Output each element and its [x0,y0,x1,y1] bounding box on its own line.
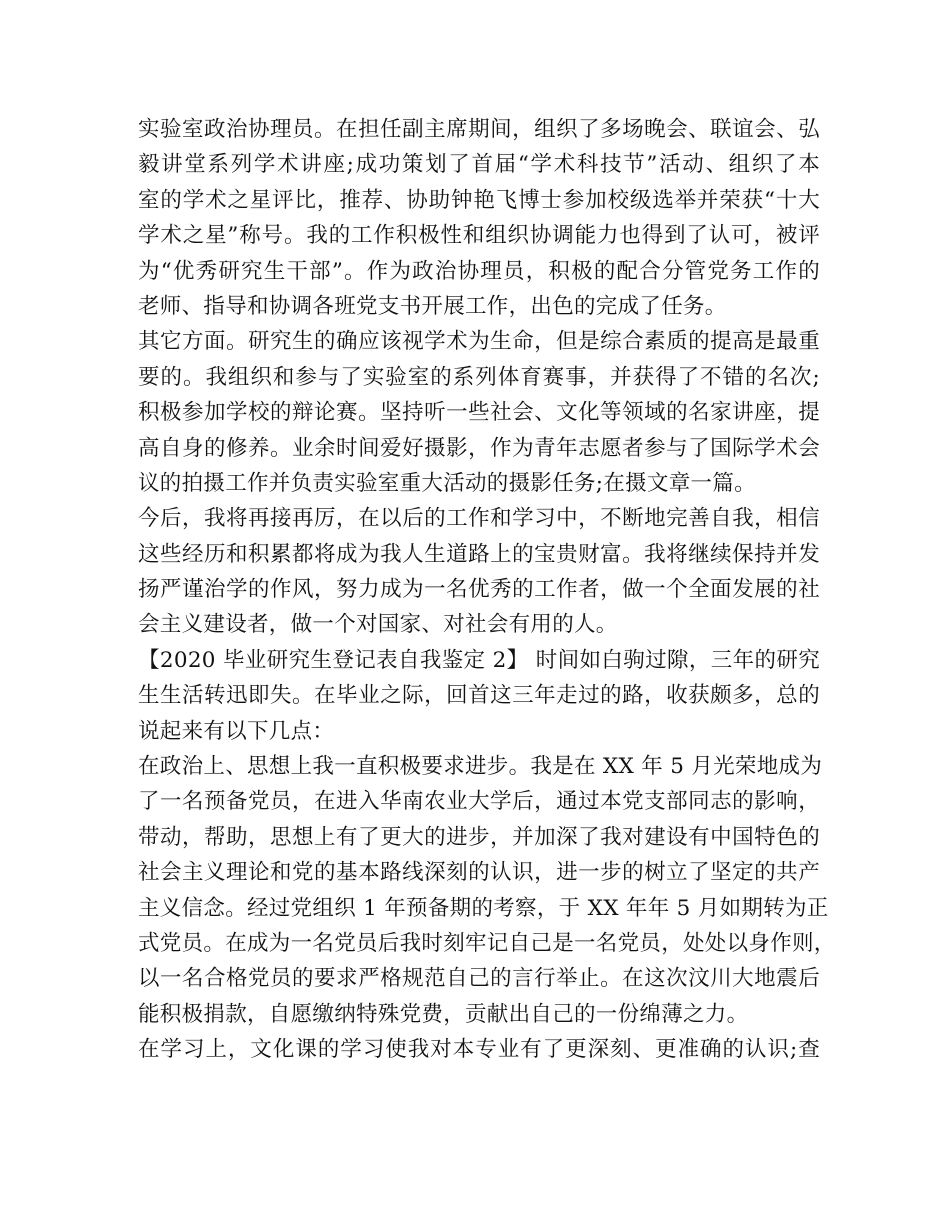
text-line: 会主义建设者，做一个对国家、对社会有用的人。 [138,612,618,638]
text-line: 其它方面。研究生的确应该视学术为生命，但是综合素质的提高是最重 [138,329,820,355]
text-line: 议的拍摄工作并负责实验室重大活动的摄影任务;在摄文章一篇。 [138,470,756,496]
text-line: 能积极捐款，自愿缴纳特殊党费，贡献出自己的一份绵薄之力。 [138,1001,749,1027]
text-line: 在政治上、思想上我一直积极要求进步。我是在 XX 年 5 月光荣地成为 [138,754,823,780]
text-line: 积极参加学校的辩论赛。坚持听一些社会、文化等领域的名家讲座，提 [138,400,820,426]
text-line: 毅讲堂系列学术讲座;成功策划了首届“学术科技节”活动、组织了本 [138,152,820,178]
text-line: 带动，帮助，思想上有了更大的进步，并加深了我对建设有中国特色的 [138,824,820,850]
document-body [138,112,836,1068]
text-line: 实验室政治协理员。在担任副主席期间，组织了多场晚会、联谊会、弘 [138,117,820,142]
text-line: 为“优秀研究生干部”。作为政治协理员，积极的配合分管党务工作的 [138,258,820,284]
text-line: 社会主义理论和党的基本路线深刻的认识，进一步的树立了坚定的共产 [138,860,820,886]
text-line: 说起来有以下几点： [138,718,335,744]
text-line: 高自身的修养。业余时间爱好摄影，作为青年志愿者参与了国际学术会 [138,435,820,461]
text-line: 扬严谨治学的作风，努力成为一名优秀的工作者，做一个全面发展的社 [138,577,820,603]
text-line: 今后，我将再接再厉，在以后的工作和学习中，不断地完善自我，相信 [138,506,820,532]
text-line: 以一名合格党员的要求严格规范自己的言行举止。在这次汶川大地震后 [138,966,820,992]
text-line: 式党员。在成为一名党员后我时刻牢记自己是一名党员，处处以身作则， [138,930,836,956]
text-line: 室的学术之星评比，推荐、协助钟艳飞博士参加校级选举并荣获“十大 [138,187,820,213]
text-line: 了一名预备党员，在进入华南农业大学后，通过本党支部同志的影响， [138,789,820,815]
text-line: 学术之星”称号。我的工作积极性和组织协调能力也得到了认可，被评 [138,223,820,249]
text-line: 要的。我组织和参与了实验室的系列体育赛事，并获得了不错的名次; [138,364,820,390]
text-line: 生生活转迅即失。在毕业之际，回首这三年走过的路，收获颇多，总的 [138,683,820,709]
text-line: 在学习上，文化课的学习使我对本专业有了更深刻、更准确的认识;查 [138,1037,820,1063]
section-heading-line: 【2020 毕业研究生登记表自我鉴定 2】 时间如白驹过隙，三年的研究 [138,647,820,673]
text-line: 老师、指导和协调各班党支书开展工作，出色的完成了任务。 [138,293,727,319]
text-line: 主义信念。经过党组织 1 年预备期的考察，于 XX 年年 5 月如期转为正 [138,895,829,921]
text-line: 这些经历和积累都将成为我人生道路上的宝贵财富。我将继续保持并发 [138,541,820,567]
